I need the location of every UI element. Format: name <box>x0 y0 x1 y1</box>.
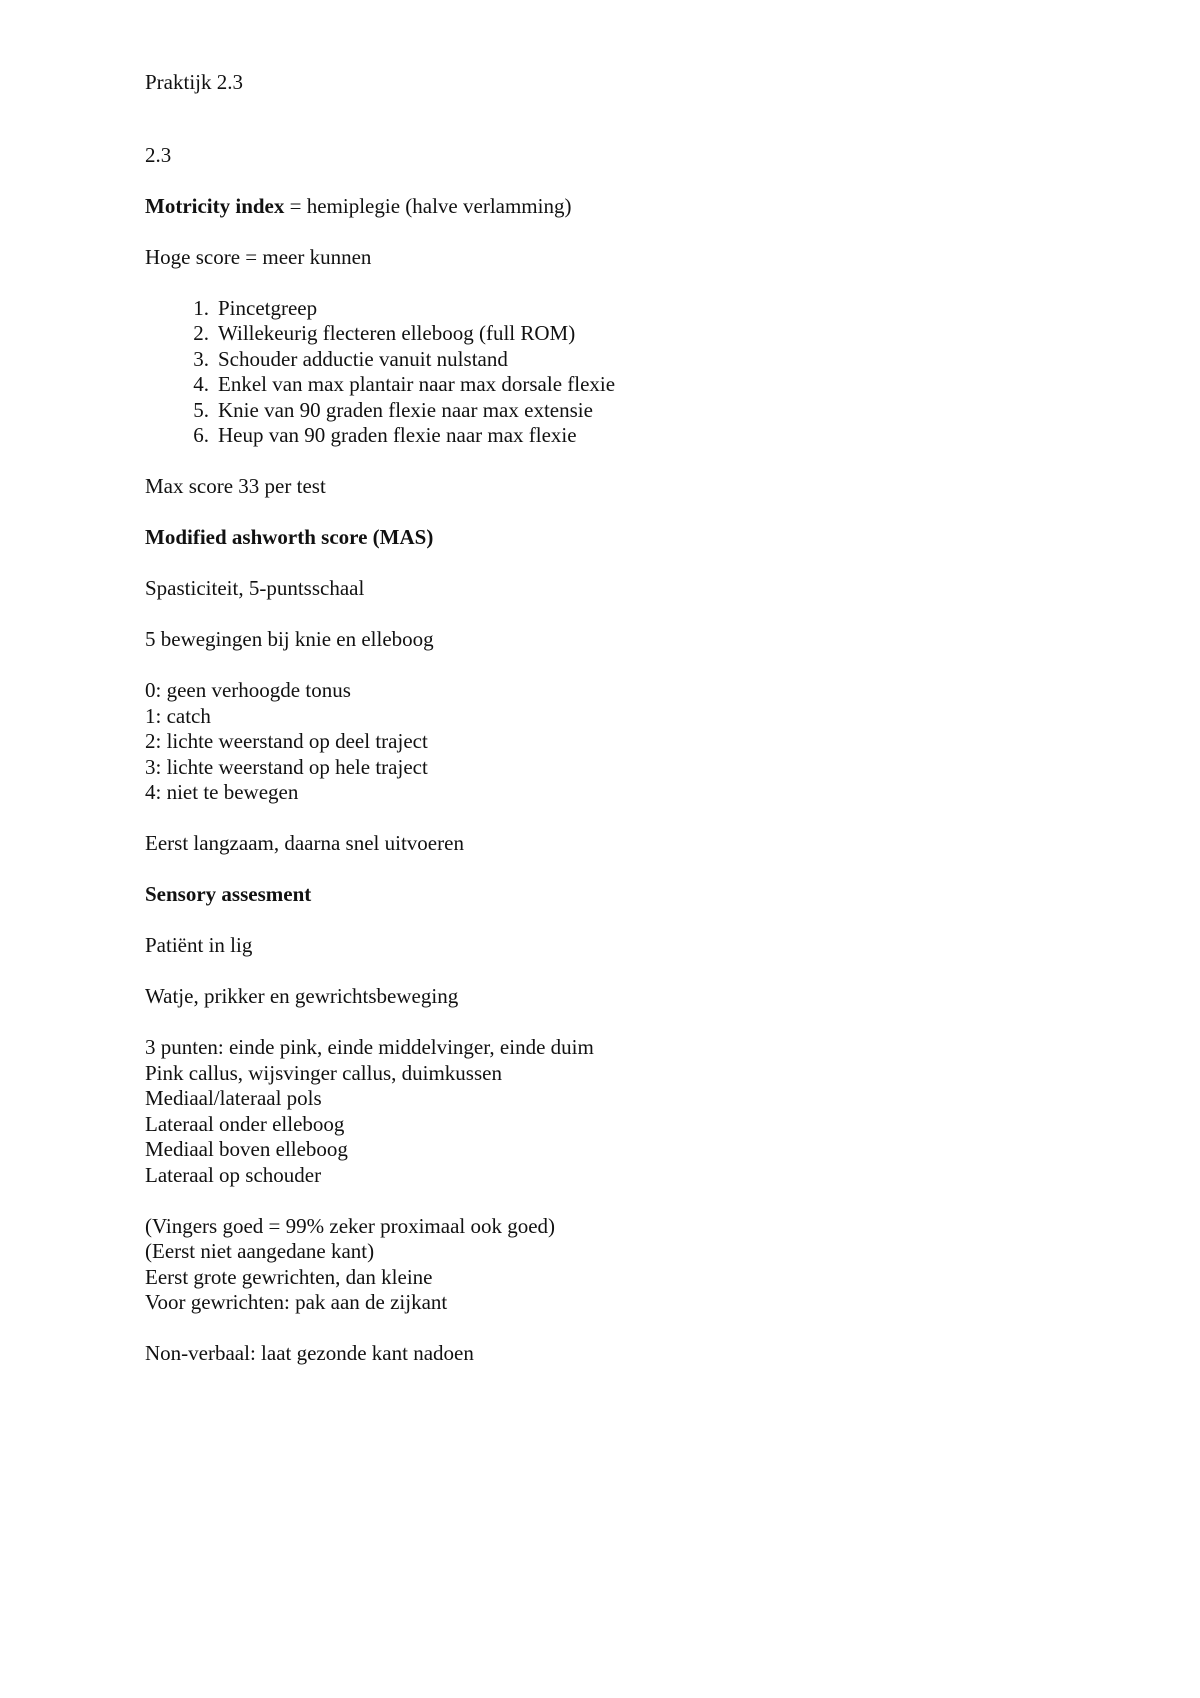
list-item-number: 5. <box>193 397 209 422</box>
sensory-point: Mediaal boven elleboog <box>145 1137 348 1161</box>
mas-scale <box>145 678 1065 806</box>
list-item-text: Schouder adductie vanuit nulstand <box>218 346 508 371</box>
sensory-line-1: Patiënt in lig <box>145 933 253 957</box>
mas-scale-item: 1: catch <box>145 703 211 728</box>
motricity-heading-rest: = hemiplegie (halve verlamming) <box>284 193 572 218</box>
motricity-max-score: Max score 33 per test <box>145 474 326 498</box>
list-item <box>145 423 1065 449</box>
mas-scale-item: 2: lichte weerstand op deel traject <box>145 729 428 753</box>
document-title: Praktijk 2.3 <box>145 70 243 94</box>
list-item <box>145 296 1065 322</box>
list-item-number: 2. <box>193 321 209 345</box>
list-item-text: Heup van 90 graden flexie naar max flexie <box>218 423 577 447</box>
list-item-text: Enkel van max plantair naar max dorsale flexie <box>218 372 616 396</box>
list-item-text: Pincetgreep <box>218 295 318 320</box>
sensory-point: Pink callus, wijsvinger callus, duimkussen <box>145 1060 502 1085</box>
list-item <box>145 347 1065 373</box>
section-number: 2.3 <box>145 142 172 167</box>
list-item-text: Willekeurig flecteren elleboog (full ROM) <box>218 321 576 345</box>
list-item-text: Knie van 90 graden flexie naar max extensie <box>218 397 593 422</box>
sensory-notes <box>145 1214 1065 1316</box>
sensory-note: (Vingers goed = 99% zeker proximaal ook goed) <box>145 1213 556 1238</box>
sensory-point: Mediaal/lateraal pols <box>145 1086 322 1110</box>
document-page <box>145 70 1065 1367</box>
motricity-note: Hoge score = meer kunnen <box>145 244 372 269</box>
list-item-number: 4. <box>193 372 209 396</box>
list-item-number: 3. <box>193 346 209 371</box>
list-item-number: 6. <box>193 423 209 447</box>
list-item-number: 1. <box>193 295 209 320</box>
sensory-note: Eerst grote gewrichten, dan kleine <box>145 1264 433 1289</box>
mas-heading: Modified ashworth score (MAS) <box>145 525 434 549</box>
mas-scale-item: 4: niet te bewegen <box>145 780 299 804</box>
sensory-points <box>145 1035 1065 1188</box>
mas-scale-item: 0: geen verhoogde tonus <box>145 678 351 702</box>
list-item <box>145 372 1065 398</box>
mas-scale-item: 3: lichte weerstand op hele traject <box>145 754 428 779</box>
list-item <box>145 321 1065 347</box>
sensory-point: Lateraal op schouder <box>145 1162 322 1187</box>
sensory-nonverbal: Non-verbaal: laat gezonde kant nadoen <box>145 1341 474 1365</box>
sensory-note: (Eerst niet aangedane kant) <box>145 1239 375 1263</box>
sensory-note: Voor gewrichten: pak aan de zijkant <box>145 1290 448 1314</box>
motricity-list <box>145 296 1065 449</box>
list-item <box>145 398 1065 424</box>
mas-note: Eerst langzaam, daarna snel uitvoeren <box>145 831 464 855</box>
mas-line-2: 5 bewegingen bij knie en elleboog <box>145 627 434 651</box>
motricity-heading-line <box>145 194 1065 220</box>
mas-line-1: Spasticiteit, 5-puntsschaal <box>145 576 365 600</box>
sensory-heading: Sensory assesment <box>145 882 312 906</box>
motricity-heading: Motricity index <box>145 193 285 218</box>
sensory-point: 3 punten: einde pink, einde middelvinger, einde duim <box>145 1035 594 1059</box>
sensory-line-2: Watje, prikker en gewrichtsbeweging <box>145 984 459 1008</box>
sensory-point: Lateraal onder elleboog <box>145 1111 345 1136</box>
